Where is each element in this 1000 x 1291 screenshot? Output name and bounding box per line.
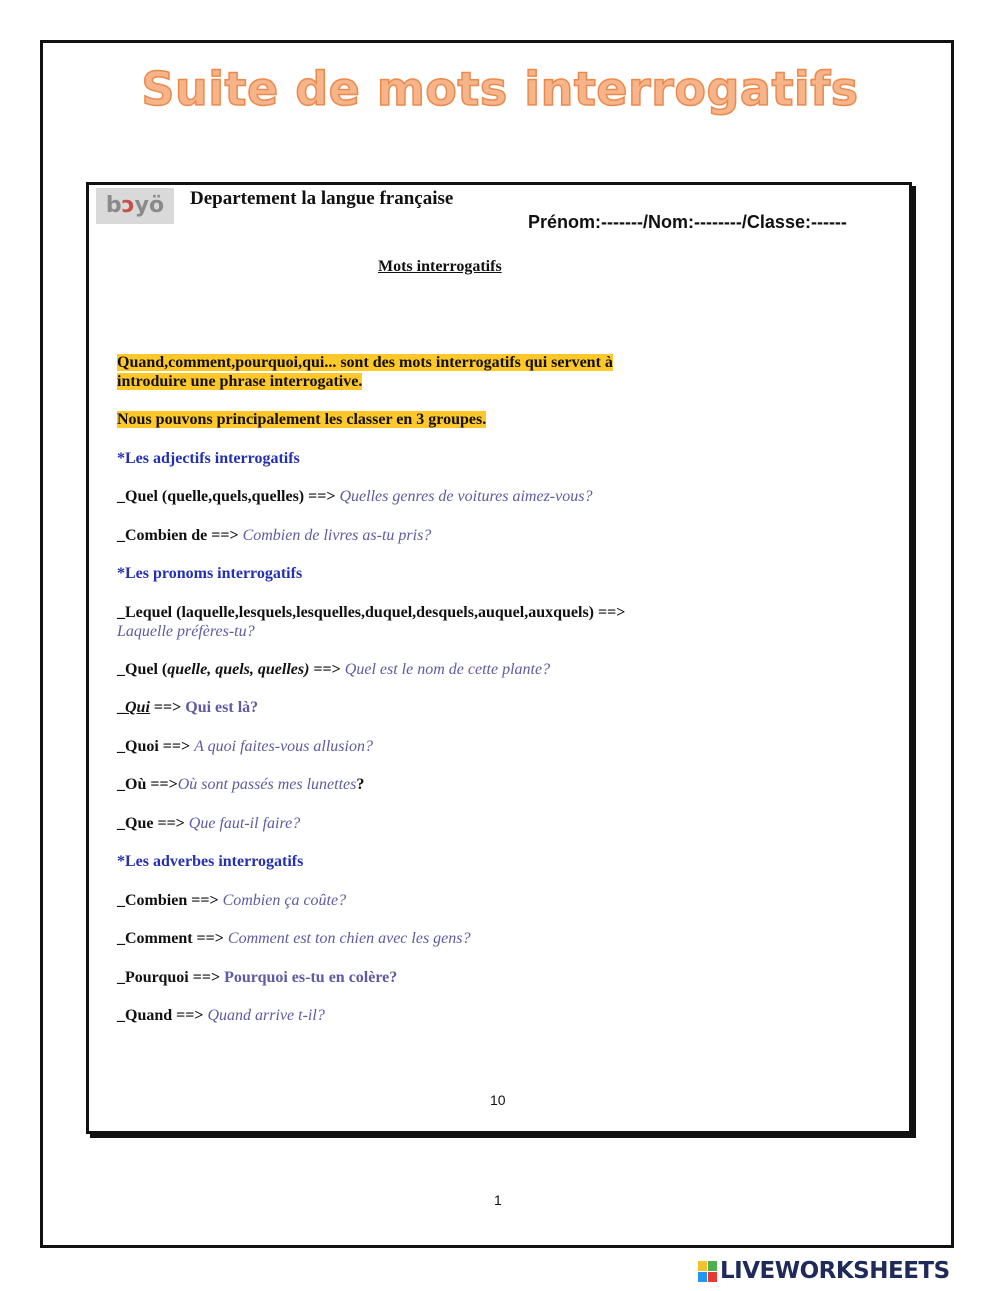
heading-adjectifs: *Les adjectifs interrogatifs	[117, 450, 300, 467]
section-subtitle: Mots interrogatifs	[378, 258, 502, 275]
logo-square-4	[708, 1272, 717, 1282]
row-qui: _Qui ==> Qui est là?	[117, 699, 259, 716]
row-lequel-example: Laquelle préfères-tu?	[117, 623, 255, 640]
school-logo: bɔyö	[96, 188, 174, 224]
student-fields: Prénom:-------/Nom:--------/Classe:------	[528, 212, 847, 232]
page-number: 1	[494, 1192, 502, 1208]
heading-pronoms: *Les pronoms interrogatifs	[117, 565, 303, 582]
inner-page-number: 10	[490, 1092, 506, 1108]
row-quand: _Quand ==> Quand arrive t-il?	[117, 1007, 325, 1024]
row-que: _Que ==> Que faut-il faire?	[117, 815, 301, 832]
worksheet-title: Suite de mots interrogatifs	[141, 62, 859, 116]
row-quel-adjectif: _Quel (quelle,quels,quelles) ==> Quelles genres de voitures aimez-vous?	[117, 488, 593, 505]
row-quoi: _Quoi ==> A quoi faites-vous allusion?	[117, 738, 373, 755]
row-comment: _Comment ==> Comment est ton chien avec les gens?	[117, 930, 471, 947]
intro-groups: Nous pouvons principalement les classer en 3 groupes.	[117, 411, 487, 428]
document-frame	[86, 182, 912, 1134]
intro-line-2: introduire une phrase interrogative.	[117, 373, 363, 390]
row-combien: _Combien ==> Combien ça coûte?	[117, 892, 347, 909]
heading-adverbes: *Les adverbes interrogatifs	[117, 853, 304, 870]
row-combien-de: _Combien de ==> Combien de livres as-tu pris?	[117, 527, 432, 544]
row-pourquoi: _Pourquoi ==> Pourquoi es-tu en colère?	[117, 969, 398, 986]
department-heading: Departement la langue française	[190, 188, 454, 209]
logo-square-3	[698, 1272, 707, 1282]
row-ou: _Où ==>Où sont passés mes lunettes?	[117, 776, 365, 793]
liveworksheets-brand: LIVEWORKSHEETS	[720, 1258, 950, 1284]
logo-square-2	[708, 1261, 717, 1271]
row-lequel: _Lequel (laquelle,lesquels,lesquelles,duquel,desquels,auquel,auxquels) ==>	[117, 604, 626, 621]
row-quel-pronom: _Quel (quelle, quels, quelles) ==> Quel est le nom de cette plante?	[117, 661, 551, 678]
intro-line-1: Quand,comment,pourquoi,qui... sont des mots interrogatifs qui servent à	[117, 354, 613, 371]
logo-square-1	[698, 1261, 707, 1271]
liveworksheets-footer[interactable]	[698, 1258, 950, 1284]
liveworksheets-logo-icon	[698, 1261, 717, 1282]
